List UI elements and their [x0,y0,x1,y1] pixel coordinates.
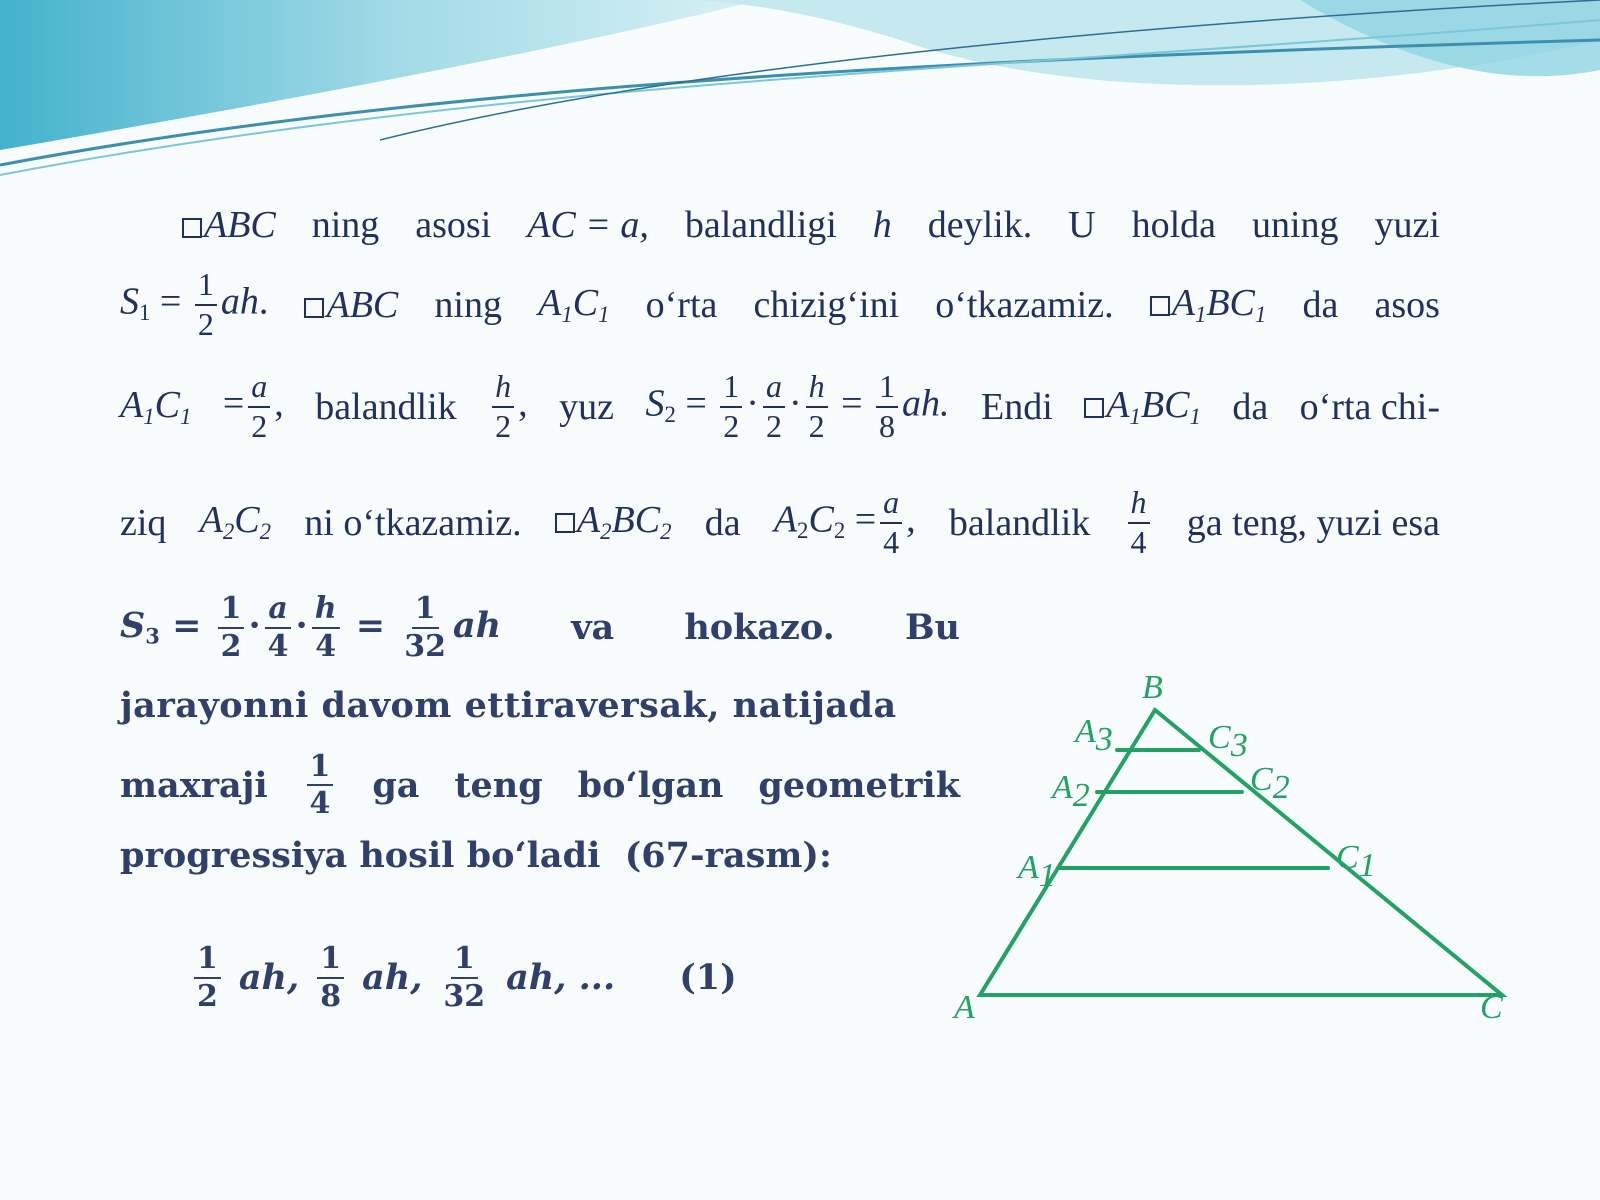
label-a: A [954,989,975,1026]
header-wave-decoration [0,0,1600,190]
label-a1: A1 [1018,849,1056,894]
triangle-symbol-icon [1084,398,1104,418]
triangle-a1bc1: $A_1BC_1$ [1150,284,1267,327]
fraction: $\frac{1}{32}$ [443,941,486,1014]
formula-s3-line: $S_3$ = $\frac{1}{2}$ · $\frac{a}{4}$ · $\frac{h}{4}$ = $\frac{1}{32}$ ah va hokazo. Bu [120,591,960,664]
fraction: $\frac{h}{2}$ [492,370,514,443]
fraction: $\frac{1}{2}$ [195,268,217,341]
fraction: $\frac{1}{8}$ [317,943,344,1012]
triangle-symbol-icon [555,513,575,533]
segment-a1c1: $A_1C_1$ [538,281,610,327]
fraction: $\frac{1}{32}$ [404,591,446,664]
series-line: $\frac{1}{2}$ ah, $\frac{1}{8}$ ah, $\frac{1}{32}$ ah, ... (1) [190,935,790,1020]
segment-a2c2: $A_2C_2$ [199,499,272,545]
triangle-a1bc1: $A_1BC_1$ [1084,386,1201,429]
fraction: $\frac{h}{2}$ [806,370,828,443]
triangle-a2bc2: $A_2BC_2$ [555,501,672,544]
fraction: $\frac{1}{2}$ [218,593,245,662]
fraction: $\frac{1}{2}$ [194,943,221,1012]
label-b: B [1142,669,1163,706]
text-line-progressiya: progressiya hosil bo‘ladi (67-rasm): [120,834,832,876]
triangle-symbol-icon [182,218,202,238]
eq-ac: AC = a, [527,204,649,246]
fraction: $\frac{1}{4}$ [307,751,334,820]
fraction: $\frac{1}{8}$ [876,370,898,443]
text-line-4: ziq $A_2C_2$ ni o‘tkazamiz. $A_2BC_2$ da $A_2C_2$ = $\frac{a}{4}$ , balandlik $\frac{h}{4}$ ga teng, yuzi esa [120,483,1440,560]
triangle-abc: ABC [182,206,276,244]
triangle-symbol-icon [304,298,324,318]
segment-a1c1: $A_1C_1$ [120,383,192,429]
fraction: $\frac{a}{4}$ [880,486,902,559]
formula-s2: $S_2$ = $\frac{1}{2}$ · $\frac{a}{2}$ · $\frac{h}{2}$ = $\frac{1}{8}$ ah. [645,368,950,444]
label-a3: A3 [1075,713,1113,758]
label-c1: C1 [1336,839,1376,884]
fraction: $\frac{a}{2}$ [763,370,785,443]
equation-number: (1) [679,957,737,998]
fraction: $\frac{1}{2}$ [720,370,742,443]
text-line-3: $A_1C_1$ = $\frac{a}{2}$ , balandlik $\frac{h}{2}$ , yuz $S_2$ = $\frac{1}{2}$ · $\frac{a}{2}$ · $\frac{h}{2}$ = $\frac{1}{8}$ ah. Endi $A_1BC_1$ da o‘rta chi- [120,368,1440,444]
expr-eq-a2: = $\frac{a}{2}$ , [222,368,284,444]
text-line-1: ABC ning asosi AC = a, balandligi h deylik. U holda uning yuzi [120,200,1440,250]
fraction: $\frac{h}{4}$ [312,593,340,662]
fraction: $\frac{h}{4}$ [1128,486,1150,559]
formula-s1: $S_1$ = $\frac{1}{2}$ ah. [120,266,269,342]
label-c: C [1480,989,1503,1026]
label-c2: C2 [1250,761,1290,806]
triangle-figure [954,660,1540,1040]
label-c3: C3 [1208,719,1248,764]
label-a2: A2 [1052,769,1090,814]
fraction: $\frac{a}{2}$ [248,370,270,443]
expr-h2: $\frac{h}{2}$ , [488,370,528,443]
text-line-maxraji: maxraji $\frac{1}{4}$ ga teng bo‘lgan geometrik [120,748,960,821]
fraction: $\frac{a}{4}$ [265,593,292,662]
expr-a2c2-eq: $A_2C_2$ = $\frac{a}{4}$ , [773,483,916,560]
triangle-symbol-icon [1150,296,1170,316]
text-line-2: $S_1$ = $\frac{1}{2}$ ah. ABC ning $A_1C_1$ o‘rta chizig‘ini o‘tkazamiz. $A_1BC_1$ da asos [120,266,1440,342]
text-line-jarayonni: jarayonni davom ettiraversak, natijada [120,684,897,726]
formula-s3: $S_3$ = $\frac{1}{2}$ · $\frac{a}{4}$ · $\frac{h}{4}$ = $\frac{1}{32}$ ah [120,591,502,664]
triangle-abc: ABC [304,286,398,324]
